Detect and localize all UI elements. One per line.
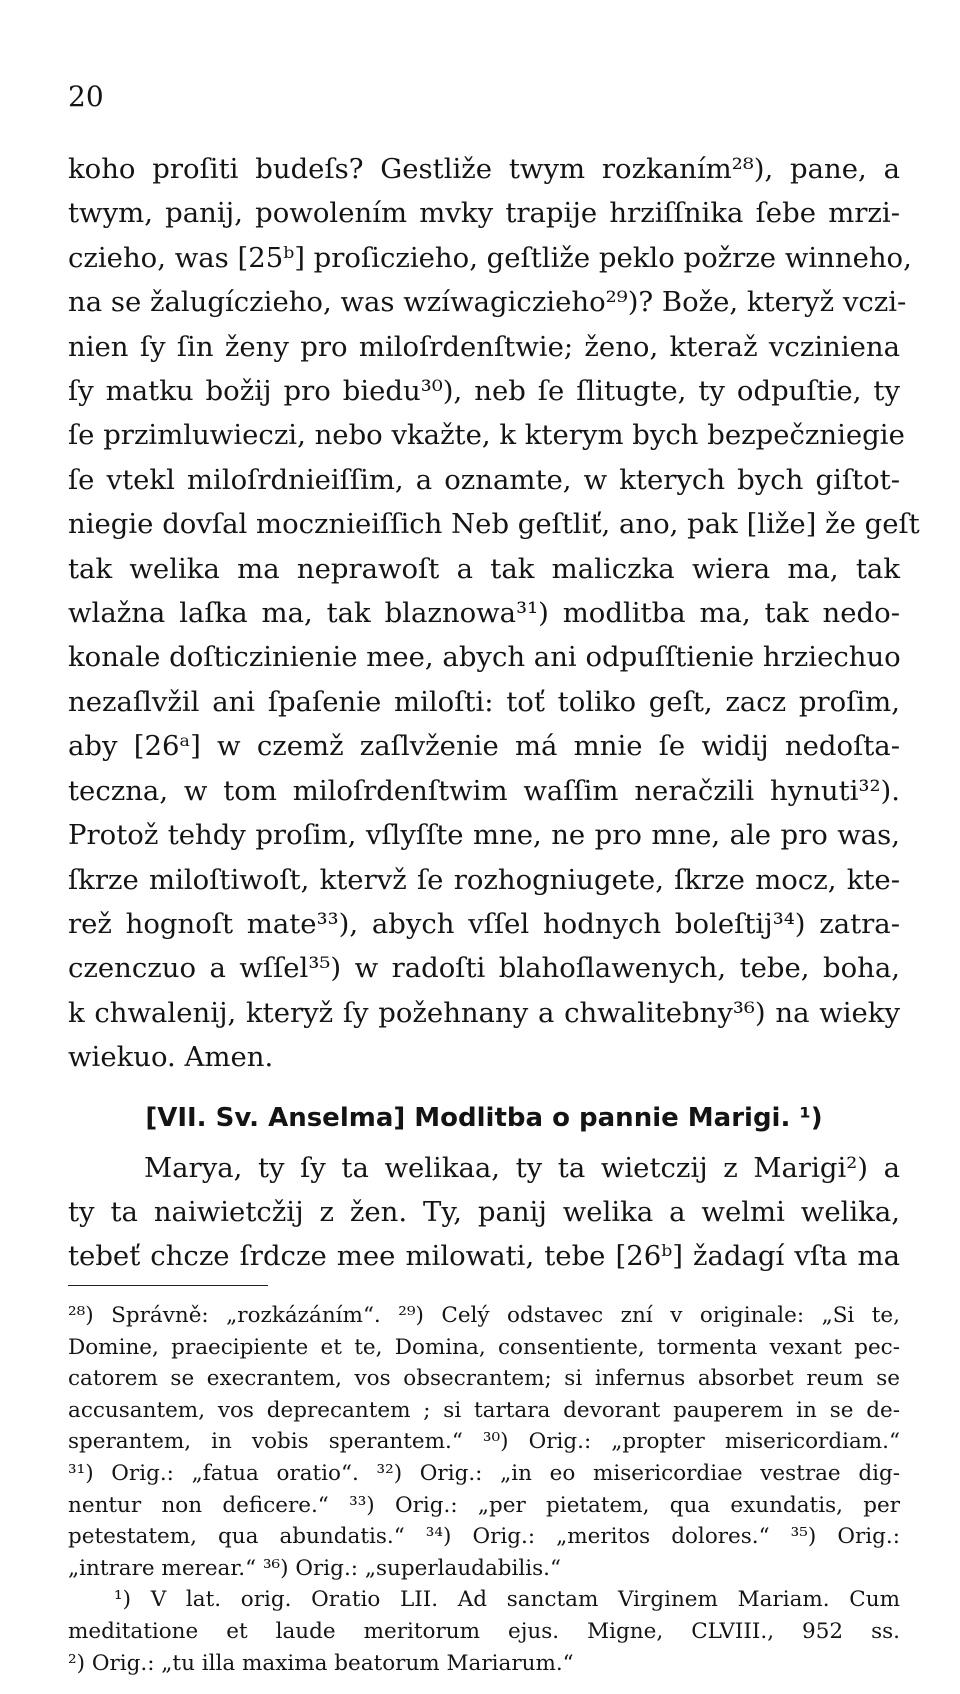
text-line: aby [26ᵃ] w czemž zaſlvženie má mnie ſe widij nedoſta- [68, 730, 900, 763]
text-line: ſy matku božij pro biedu³⁰), neb ſe ſlitugte, ty odpuſtie, ty [68, 375, 900, 408]
text-line: nezaſlvžil ani ſpaſenie miloſti: toť toliko geſt, zacz proſim, [68, 685, 900, 718]
text-line: wiekuo. Amen. [68, 1041, 274, 1074]
footnotes [68, 1300, 900, 1679]
text-line: nien ſy ſin ženy pro miloſrdenſtwie; ženo, kteraž vcziniena [68, 330, 900, 363]
text-line: twym, panij, powolením mvky trapije hrziſſnika ſebe mrzi- [68, 197, 900, 230]
text-line: czenczuo a wſſel³⁵) w radoſti blahoſlawenych, tebe, boha, [68, 952, 900, 985]
footnote-line: petestatem, qua abundatis.“ ³⁴) Orig.: „meritos dolores.“ ³⁵) Orig.: [68, 1524, 900, 1550]
text-line: teczna, w tom miloſrdenſtwim waſſim neračzili hynuti³²). [68, 774, 900, 807]
footnote-line: sperantem, in vobis sperantem.“ ³⁰) Orig.: „propter misericordiam.“ [68, 1429, 900, 1455]
text-line: ty ta naiwietcžij z žen. Ty, panij welika a welmi welika, [68, 1195, 900, 1228]
footnote-line: ¹) V lat. orig. Oratio LII. Ad sanctam Virginem Mariam. Cum [114, 1587, 900, 1613]
prayer-paragraph [68, 1146, 900, 1279]
footnote-line: meditatione et laude meritorum ejus. Migne, CLVIII., 952 ss. [68, 1618, 900, 1644]
footnote-line: „intrare merear.“ ³⁶) Orig.: „superlaudabilis.“ [68, 1555, 562, 1581]
text-line: ſe vtekl miloſrdnieiſſim, a oznamte, w kterych bych giſtot- [68, 463, 900, 496]
text-line: wlažna laſka ma, tak blaznowa³¹) modlitba ma, tak nedo- [68, 597, 900, 630]
text-line: k chwalenij, kteryž ſy požehnany a chwalitebny³⁶) na wieky [68, 996, 900, 1029]
text-line: czieho, was [25ᵇ] proſiczieho, geſtliže peklo požrze winneho, [68, 241, 912, 274]
section-heading: [VII. Sv. Anselma] Modlitba o pannie Marigi. ¹) [145, 1102, 823, 1133]
footnote-line: catorem se execrantem, vos obsecrantem; si infernus absorbet reum se [68, 1366, 900, 1392]
body-paragraph [68, 147, 920, 1080]
footnote-line: ²) Orig.: „tu illa maxima beatorum Mariarum.“ [68, 1650, 574, 1676]
text-line: ſkrze miloſtiwoſt, ktervž ſe rozhogniugete, ſkrze mocz, kte- [68, 863, 900, 896]
text-line: rež hognoſt mate³³), abych vſſel hodnych boleſtij³⁴) zatra- [68, 907, 900, 940]
text-line: na se žalugíczieho, was wzíwagiczieho²⁹)? Bože, kteryž vczi- [68, 286, 907, 319]
text-line: tak welika ma neprawoſt a tak maliczka wiera ma, tak [68, 552, 900, 585]
main-text [68, 147, 920, 1279]
footnote-line: nentur non deficere.“ ³³) Orig.: „per pietatem, qua exundatis, per [68, 1492, 900, 1518]
text-line: ſe przimluwieczi, nebo vkažte, k kterym bych bezpečzniegie [68, 419, 905, 452]
text-line: tebeť chcze ſrdcze mee milowati, tebe [26ᵇ] žadagí vſta ma [68, 1240, 900, 1273]
footnote-line: ²⁸) Správně: „rozkázáním“. ²⁹) Celý odstavec zní v originale: „Si te, [68, 1303, 900, 1328]
text-line: konale doſticzinienie mee, abych ani odpuſſtienie hrziechuo [68, 641, 901, 674]
footnote-line: ³¹) Orig.: „fatua oratio“. ³²) Orig.: „in eo misericordiae vestrae dig- [68, 1460, 900, 1486]
page-number: 20 [68, 80, 104, 113]
footnote-line: accusantem, vos deprecantem ; si tartara devorant pauperem in se de- [68, 1397, 900, 1423]
text-line: Protož tehdy proſim, vſlyſſte mne, ne pro mne, ale pro was, [68, 819, 900, 852]
footnote-line: Domine, praecipiente et te, Domina, consentiente, tormenta vexant pec- [68, 1334, 900, 1360]
text-line: niegie dovſal mocznieiſſich Neb geſtliť, ano, pak [liže] že geſt [68, 508, 920, 541]
text-line: Marya, ty ſy ta welikaa, ty ta wietczij z Marigi²) a [144, 1151, 900, 1184]
text-line: koho proſiti budeſs? Gestliže twym rozkaním²⁸), pane, a [68, 153, 900, 185]
footnote-divider [68, 1285, 268, 1286]
